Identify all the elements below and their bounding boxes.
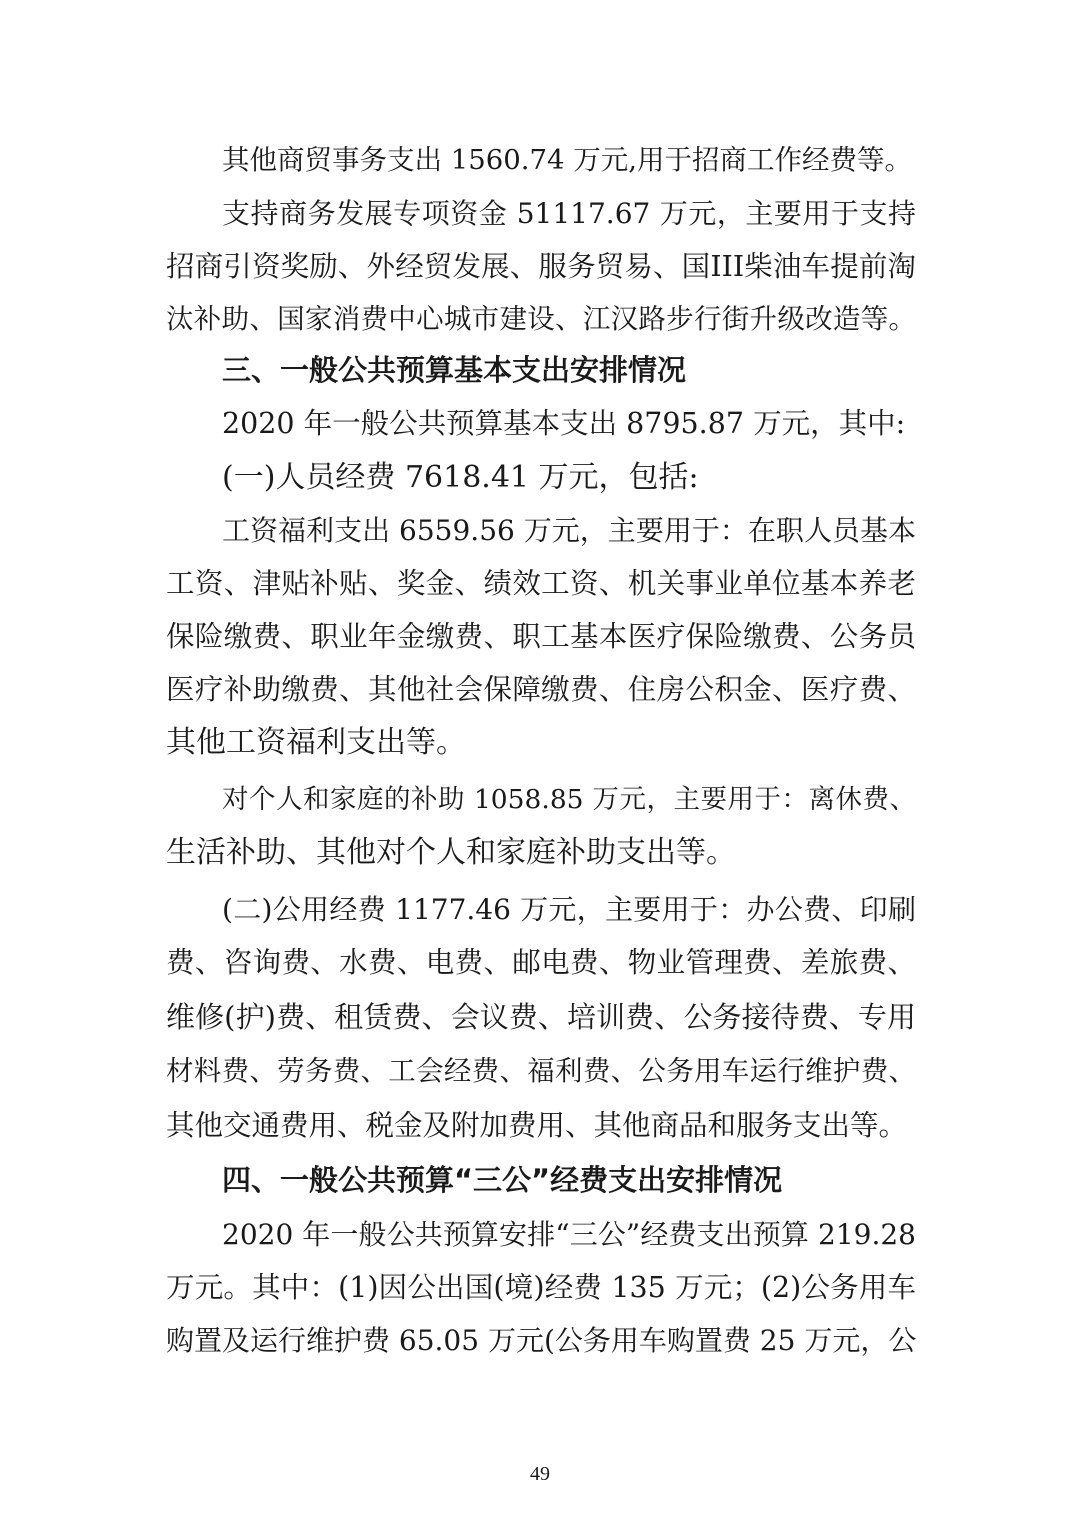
paragraph-line: 保险缴费、职业年金缴费、职工基本医疗保险缴费、公务员: [166, 620, 916, 653]
paragraph-line: 材料费、劳务费、工会经费、福利费、公务用车运行维护费、: [166, 1055, 916, 1087]
paragraph-line: 其他商贸事务支出 1560.74 万元,用于招商工作经费等。: [222, 144, 912, 176]
paragraph-line: 购置及运行维护费 65.05 万元(公务用车购置费 25 万元，公: [166, 1324, 917, 1357]
section-heading: 四、一般公共预算“三公”经费支出安排情况: [222, 1163, 783, 1197]
paragraph-line: 工资、津贴补贴、奖金、绩效工资、机关事业单位基本养老: [166, 567, 916, 600]
paragraph-line: 医疗补助缴费、其他社会保障缴费、住房公积金、医疗费、: [166, 673, 916, 706]
paragraph-line: 支持商务发展专项资金 51117.67 万元，主要用于支持: [222, 197, 916, 230]
paragraph-line: 工资福利支出 6559.56 万元，主要用于：在职人员基本: [222, 514, 916, 547]
paragraph-line: 费、咨询费、水费、电费、邮电费、物业管理费、差旅费、: [166, 946, 916, 979]
paragraph-line: 汰补助、国家消费中心城市建设、江汉路步行街升级改造等。: [166, 303, 916, 335]
section-heading: 三、一般公共预算基本支出安排情况: [222, 353, 687, 387]
paragraph-line: 2020 年一般公共预算基本支出 8795.87 万元，其中:: [222, 407, 906, 440]
paragraph-line: 生活补助、其他对个人和家庭补助支出等。: [166, 835, 736, 870]
page-number: 49: [530, 1463, 550, 1485]
paragraph-line: (二)公用经费 1177.46 万元，主要用于：办公费、印刷: [222, 893, 916, 926]
paragraph-line: (一)人员经费 7618.41 万元，包括:: [222, 460, 699, 495]
paragraph-line: 其他交通费用、税金及附加费用、其他商品和服务支出等。: [166, 1109, 908, 1142]
paragraph-line: 招商引资奖励、外经贸发展、服务贸易、国III柴油车提前淘: [166, 250, 916, 283]
paragraph-line: 2020 年一般公共预算安排“三公”经费支出预算 219.28: [222, 1218, 916, 1251]
paragraph-line: 万元。其中：(1)因公出国(境)经费 135 万元；(2)公务用车: [166, 1271, 916, 1304]
paragraph-line: 其他工资福利支出等。: [166, 725, 466, 760]
paragraph-line: 对个人和家庭的补助 1058.85 万元，主要用于：离休费、: [222, 784, 916, 815]
paragraph-line: 维修(护)费、租赁费、会议费、培训费、公务接待费、专用: [166, 1000, 916, 1034]
